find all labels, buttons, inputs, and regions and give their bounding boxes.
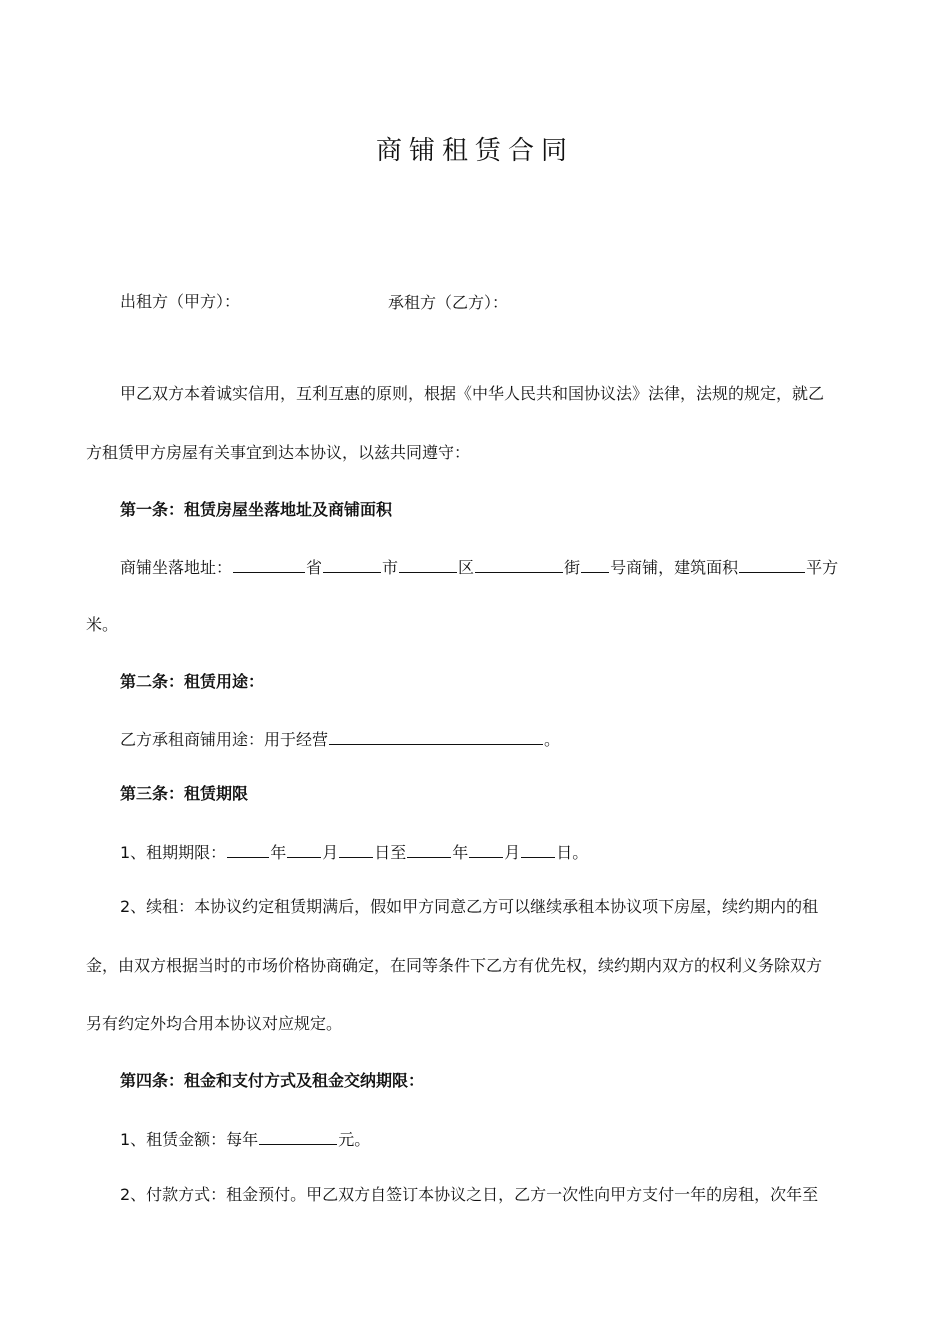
- amount-suffix: 元。: [338, 1130, 371, 1149]
- city-blank: [323, 554, 381, 573]
- renewal-line-1: 2、续租：本协议约定租赁期满后，假如甲方同意乙方可以继续承租本协议项下房屋，续约期内的租: [120, 897, 819, 916]
- intro-line-2: 方租赁甲方房屋有关事宜到达本协议，以兹共同遵守：: [86, 443, 471, 462]
- payment-line-1: 2、付款方式：租金预付。甲乙双方自签订本协议之日，乙方一次性向甲方支付一年的房租，次年至: [120, 1185, 819, 1204]
- start-day-label: 日至: [374, 843, 407, 862]
- street-blank: [475, 554, 563, 573]
- district-blank: [399, 554, 457, 573]
- start-year-blank: [227, 839, 269, 858]
- shop-address-line: [120, 554, 866, 580]
- document-title: 商铺租赁合同: [375, 136, 574, 166]
- usage-blank: [329, 726, 543, 745]
- article-4-heading: 第四条：租金和支付方式及租金交纳期限：: [120, 1071, 425, 1090]
- lessee-label: 承租方（乙方）：: [388, 293, 509, 312]
- end-day-blank: [521, 839, 555, 858]
- street-label: 街: [564, 558, 581, 577]
- term-prefix: 1、租期期限：: [120, 843, 227, 862]
- article-3-heading: 第三条：租赁期限: [120, 784, 249, 803]
- start-day-blank: [339, 839, 373, 858]
- usage-line: [120, 726, 866, 752]
- intro-line-1: 甲乙双方本着诚实信用，互利互惠的原则，根据《中华人民共和国协议法》法律，法规的规定，就乙: [120, 384, 825, 403]
- shop-number-blank: [581, 554, 609, 573]
- province-blank: [233, 554, 305, 573]
- rent-amount-blank: [259, 1126, 337, 1145]
- start-month-blank: [287, 839, 321, 858]
- lessor-label: 出租方（甲方）：: [120, 292, 241, 311]
- article-1-heading: 第一条：租赁房屋坐落地址及商铺面积: [120, 500, 393, 519]
- article-2-heading: 第二条：租赁用途：: [120, 672, 265, 691]
- end-year-label: 年: [452, 843, 469, 862]
- city-label: 市: [382, 558, 399, 577]
- start-month-label: 月: [322, 843, 339, 862]
- end-month-label: 月: [504, 843, 521, 862]
- usage-prefix: 乙方承租商铺用途：用于经营: [120, 730, 329, 749]
- address-prefix: 商铺坐落地址：: [120, 558, 233, 577]
- area-unit-continued: 米。: [86, 615, 119, 634]
- area-unit-label: 平方: [806, 558, 839, 577]
- end-year-blank: [407, 839, 451, 858]
- usage-suffix: 。: [544, 730, 561, 749]
- amount-prefix: 1、租赁金额：每年: [120, 1130, 259, 1149]
- end-day-label: 日。: [556, 843, 589, 862]
- renewal-line-3: 另有约定外均合用本协议对应规定。: [86, 1014, 343, 1033]
- rent-amount-line: [120, 1126, 866, 1152]
- start-year-label: 年: [270, 843, 287, 862]
- end-month-blank: [469, 839, 503, 858]
- province-label: 省: [306, 558, 323, 577]
- lease-term-line: [120, 839, 866, 865]
- district-label: 区: [458, 558, 475, 577]
- renewal-line-2: 金，由双方根据当时的市场价格协商确定，在同等条件下乙方有优先权，续约期内双方的权利义务除双方: [86, 956, 823, 975]
- area-blank: [739, 554, 805, 573]
- shop-number-label: 号商铺，建筑面积: [610, 558, 739, 577]
